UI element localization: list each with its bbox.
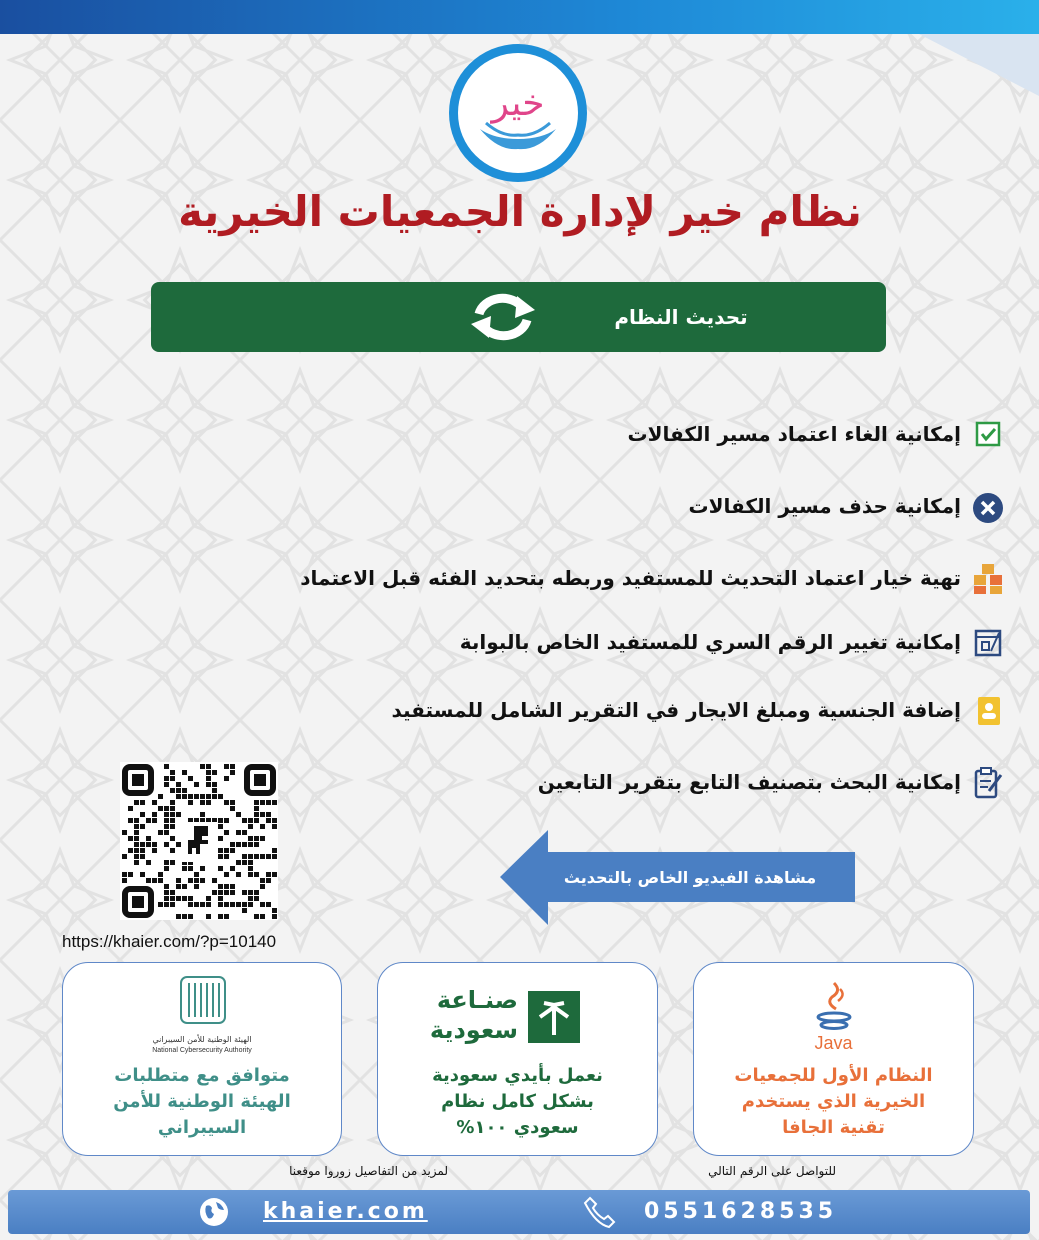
nca-logo-icon [175, 973, 231, 1033]
java-line-2: الخيرية الذي يستخدم [741, 1091, 926, 1112]
java-card-text [704, 1063, 963, 1141]
qr-url[interactable]: https://khaier.com/?p=10140 [62, 932, 277, 951]
feature-item [391, 690, 1005, 730]
cyber-line-3: السيبراني [157, 1117, 247, 1138]
feature-item [460, 622, 1005, 662]
qr-code[interactable] [120, 762, 278, 920]
hands-heart-icon [458, 53, 578, 173]
nca-logo-ar: الهيئة الوطنية للأمن السيبراني [152, 1035, 252, 1044]
saudi-logo-text [418, 985, 518, 1045]
feature-text: إضافة الجنسية ومبلغ الايجار في التقرير الشامل للمستفيد [391, 698, 961, 722]
feature-text: تهية خيار اعتماد التحديث للمستفيد وربطه بتحديد الفئه قبل الاعتماد [300, 566, 961, 590]
saudi-card-text [388, 1063, 647, 1141]
feature-item [300, 558, 1005, 598]
feature-text: إمكانية حذف مسير الكفالات [688, 494, 961, 518]
corner-decoration [919, 34, 1039, 96]
feature-text: إمكانية تغيير الرقم السري للمستفيد الخاص بالبوابة [459, 630, 961, 654]
saudi-logo-line-2: سعودية [429, 1016, 518, 1044]
saudi-made-card [377, 962, 658, 1156]
refresh-icon [467, 292, 539, 342]
update-label: تحديث النظام [614, 305, 748, 329]
java-card [693, 962, 974, 1156]
checkbox-icon [971, 417, 1005, 451]
boxes-icon [971, 561, 1005, 595]
khaier-logo [449, 44, 587, 182]
phone-note: للتواصل على الرقم التالي [708, 1164, 836, 1178]
contact-bar [8, 1190, 1030, 1234]
page-title: نظام خير لإدارة الجمعيات الخيرية [178, 187, 862, 236]
video-link-label[interactable]: مشاهدة الفيديو الخاص بالتحديث [563, 868, 817, 887]
java-line-1: النظام الأول للجمعيات [734, 1065, 933, 1086]
site-note: لمزيد من التفاصيل زوروا موقعنا [289, 1164, 448, 1178]
saudi-logo-line-1: صنـاعة [436, 986, 518, 1014]
top-banner [0, 0, 1039, 34]
feature-item [689, 486, 1006, 526]
java-line-3: تقنية الجافا [782, 1117, 885, 1138]
phone-number[interactable]: 0551628535 [644, 1199, 838, 1224]
saudi-line-1: نعمل بأيدي سعودية [432, 1065, 603, 1086]
cyber-card-text [73, 1063, 331, 1141]
feature-text: إمكانية الغاء اعتماد مسير الكفالات [627, 422, 961, 446]
java-logo-text: Java [814, 1033, 853, 1053]
cyber-card [62, 962, 342, 1156]
saudi-line-3: سعودي ١٠٠% [456, 1117, 579, 1138]
saudi-line-2: بشكل كامل نظام [441, 1091, 594, 1112]
close-circle-icon [971, 489, 1005, 523]
clipboard-edit-icon [971, 765, 1005, 799]
logo-text: خير [491, 83, 545, 124]
update-banner [151, 282, 886, 352]
blueprint-icon [971, 625, 1005, 659]
globe-icon [198, 1196, 230, 1228]
nca-logo-en: National Cybersecurity Authority [152, 1047, 252, 1054]
website-link[interactable]: khaier.com [263, 1199, 428, 1224]
feature-item [627, 414, 1005, 454]
cyber-line-2: الهيئة الوطنية للأمن [113, 1091, 291, 1112]
contact-card-icon [971, 693, 1005, 727]
cyber-line-1: متوافق مع متطلبات [114, 1065, 290, 1086]
java-cup-icon [806, 979, 862, 1035]
feature-item [538, 762, 1005, 802]
palm-logo-icon [528, 991, 580, 1043]
phone-icon [582, 1194, 618, 1230]
feature-text: إمكانية البحث بتصنيف التابع بتقرير التابعين [537, 770, 961, 794]
